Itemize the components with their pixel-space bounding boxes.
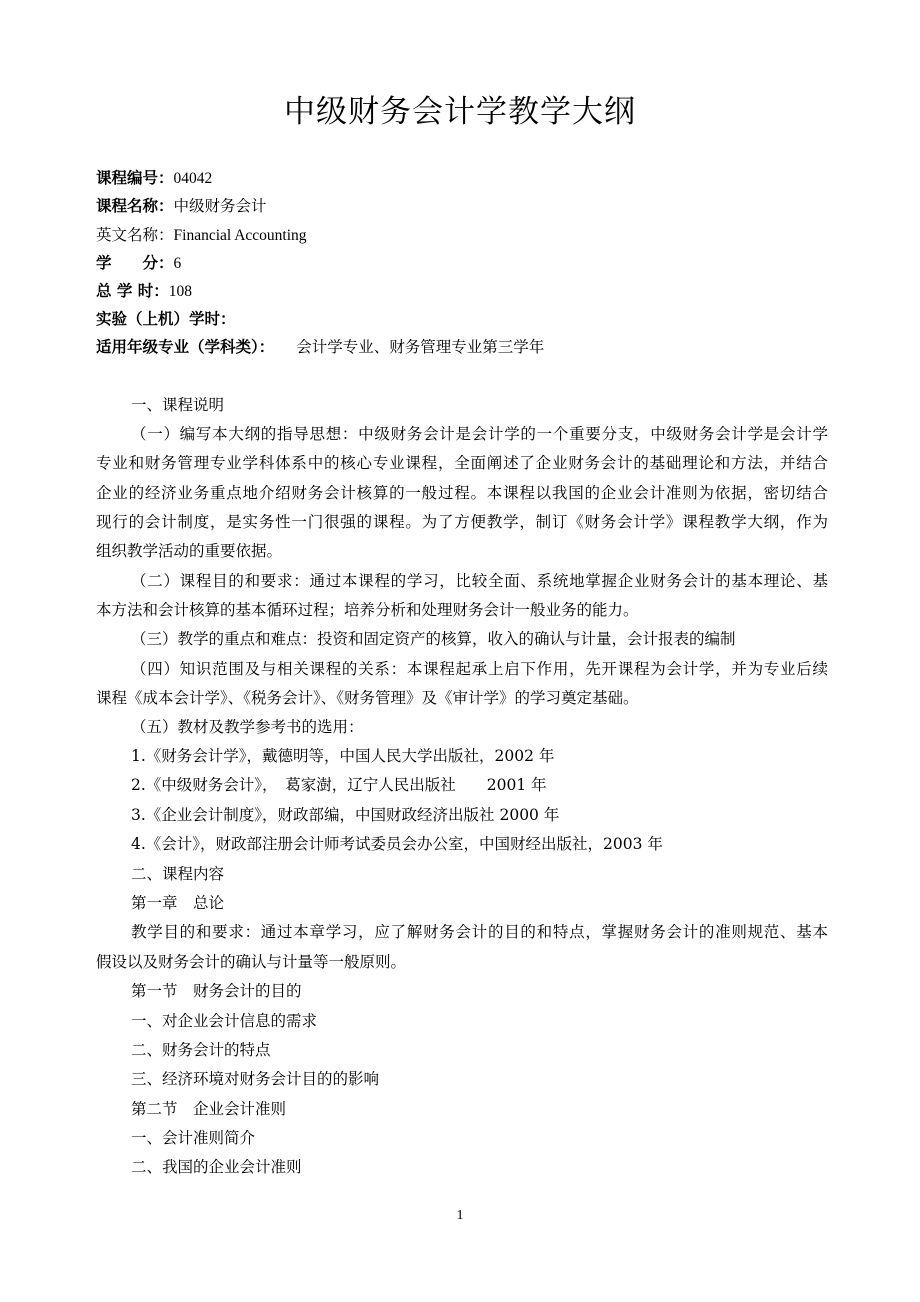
hours-value: 108 [168,283,193,300]
course-name-value: 中级财务会计 [173,197,267,215]
paragraph-1-line-3: 企业的经济业务重点地介绍财务会计核算的一般过程。本课程以我国的企业会计准则为依据，密切结合 [96,484,828,502]
english-name-value: Financial Accounting [173,227,307,244]
section-1-item-3: 三、经济环境对财务会计目的的影响 [131,1070,380,1088]
course-code-row [96,168,212,189]
section-2-heading: 第二节 企业会计准则 [131,1100,287,1118]
section-1-heading: 第一节 财务会计的目的 [131,982,302,1000]
paragraph-5: （五）教材及教学参考书的选用： [131,718,364,736]
chapter-1-heading: 第一章 总论 [131,894,225,912]
section-heading-2: 二、课程内容 [131,865,225,883]
paragraph-4-line-2: 课程《成本会计学》、《税务会计》、《财务管理》及《审计学》的学习奠定基础。 [96,689,639,707]
hours-row [96,281,192,302]
document-title: 中级财务会计学教学大纲 [284,94,636,130]
section-1-item-1: 一、对企业会计信息的需求 [131,1012,318,1030]
paragraph-3: （三）教学的重点和难点：投资和固定资产的核算，收入的确认与计量，会计报表的编制 [131,630,736,648]
page-number: 1 [456,1208,464,1223]
credit-row [96,253,181,274]
paragraph-2-line-2: 本方法和会计核算的基本循环过程；培养分析和处理财务会计一般业务的能力。 [96,601,639,619]
major-row [96,337,544,357]
paragraph-1-line-1: （一）编写本大纲的指导思想：中级财务会计是会计学的一个重要分支，中级财务会计学是会计学 [131,425,828,443]
chapter-1-goal-line-2: 假设以及财务会计的确认与计量等一般原则。 [96,953,407,971]
reference-4: 4.《会计》，财政部注册会计师考试委员会办公室，中国财经出版社，2003 年 [131,835,663,853]
section-2-item-2: 二、我国的企业会计准则 [131,1158,302,1176]
paragraph-1-line-5: 组织教学活动的重要依据。 [96,542,283,560]
major-value: 会计学专业、财务管理专业第三学年 [296,338,545,356]
hours-label: 总 学 时： [96,282,169,300]
credit-label: 学 分： [96,254,174,272]
section-heading-1: 一、课程说明 [131,396,225,414]
paragraph-4-line-1: （四）知识范围及与相关课程的关系：本课程起承上启下作用，先开课程为会计学，并为专业后续 [131,660,828,678]
english-name-row [96,225,307,246]
reference-1: 1.《财务会计学》，戴德明等，中国人民大学出版社，2002 年 [131,747,555,765]
section-2-item-1: 一、会计准则简介 [131,1129,256,1147]
credit-value: 6 [173,255,182,272]
course-name-label: 课程名称： [96,197,174,215]
reference-2: 2.《中级财务会计》， 葛家澍，辽宁人民出版社 2001 年 [131,776,547,794]
lab-hours-label: 实验（上机）学时： [96,310,236,328]
section-1-item-2: 二、财务会计的特点 [131,1041,271,1059]
paragraph-2-line-1: （二）课程目的和要求：通过本课程的学习，比较全面、系统地掌握企业财务会计的基本理论、基 [131,572,828,590]
course-name-row [96,196,267,216]
paragraph-1-line-2: 专业和财务管理专业学科体系中的核心专业课程，全面阐述了企业财务会计的基础理论和方法，并结合 [96,454,828,472]
course-code-value: 04042 [173,170,213,187]
reference-3: 3.《企业会计制度》，财政部编，中国财政经济出版社 2000 年 [131,806,560,824]
english-name-label: 英文名称： [96,226,174,244]
chapter-1-goal-line-1: 教学目的和要求：通过本章学习，应了解财务会计的目的和特点，掌握财务会计的准则规范、基本 [131,923,828,941]
course-code-label: 课程编号： [96,169,174,187]
lab-hours-row [96,309,236,329]
paragraph-1-line-4: 现行的会计制度，是实务性一门很强的课程。为了方便教学，制订《财务会计学》课程教学大纲，作为 [96,513,828,531]
major-label: 适用年级专业（学科类）： [96,338,275,356]
